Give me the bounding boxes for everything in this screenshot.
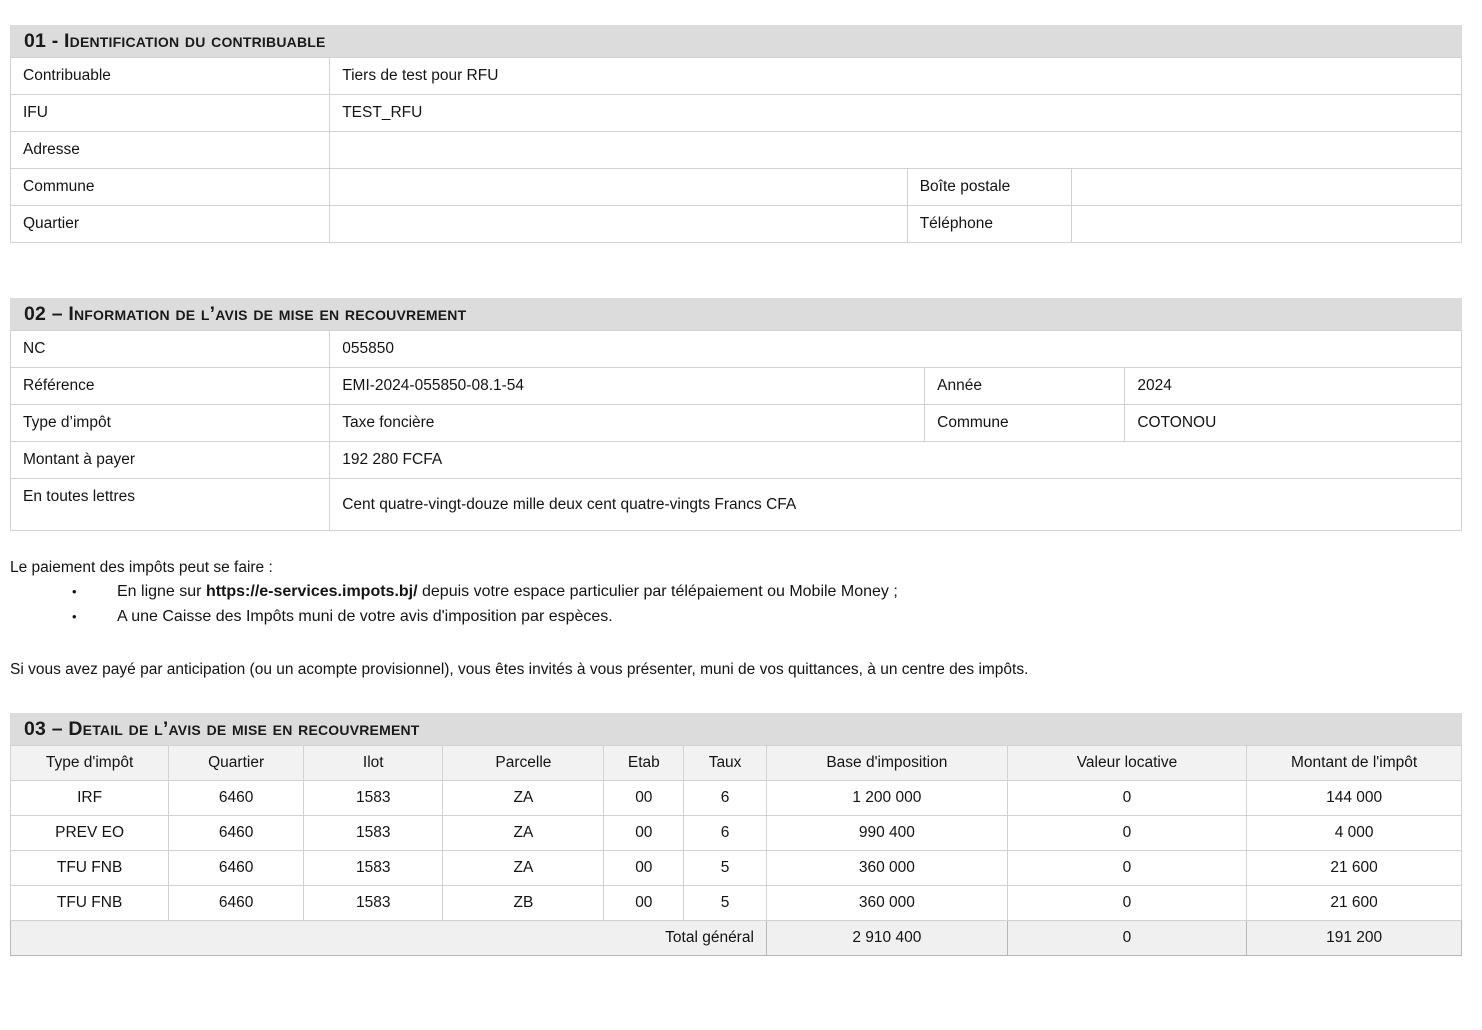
bullet1-pre: En ligne sur: [117, 583, 206, 600]
tax-detail-table: [10, 745, 1462, 956]
payment-bullet-cash: [10, 604, 1472, 629]
commune-value: [330, 169, 907, 206]
section2-header: 02 – Information de l’avis de mise en recouvrement: [10, 298, 1462, 330]
payment-bullet-cash-text: A une Caisse des Impôts muni de votre avis d'imposition par espèces.: [117, 608, 613, 625]
column-header-taux: Taux: [684, 746, 767, 781]
cell-etab: 00: [604, 816, 684, 851]
cell-quartier: 6460: [169, 816, 304, 851]
telephone-value: [1071, 206, 1461, 243]
cell-valeur-locative: 0: [1007, 886, 1246, 921]
cell-base: 360 000: [766, 886, 1007, 921]
cell-base: 1 200 000: [766, 781, 1007, 816]
type-impot-value: Taxe foncière: [330, 405, 925, 442]
column-header-parcelle: Parcelle: [443, 746, 604, 781]
contribuable-value: Tiers de test pour RFU: [330, 58, 1462, 95]
type-impot-label: Type d’impôt: [11, 405, 330, 442]
table-row-reference: [11, 368, 1462, 405]
cell-type: IRF: [11, 781, 169, 816]
table-row-ifu: [11, 95, 1462, 132]
column-header-ilot: Ilot: [304, 746, 443, 781]
commune-label: Commune: [11, 169, 330, 206]
cell-montant: 21 600: [1247, 886, 1462, 921]
payment-intro: Le paiement des impôts peut se faire :: [10, 559, 273, 576]
total-valeur-locative: 0: [1007, 921, 1246, 956]
ifu-label: IFU: [11, 95, 330, 132]
column-header-etab: Etab: [604, 746, 684, 781]
cell-montant: 144 000: [1247, 781, 1462, 816]
ifu-value: TEST_RFU: [330, 95, 1462, 132]
section3: [10, 713, 1472, 956]
cell-type: TFU FNB: [11, 886, 169, 921]
cell-ilot: 1583: [304, 781, 443, 816]
table-row-commune: [11, 169, 1462, 206]
table-row-contribuable: [11, 58, 1462, 95]
table-row-adresse: [11, 132, 1462, 169]
adresse-label: Adresse: [11, 132, 330, 169]
payment-bullet-online: [10, 579, 1472, 604]
quartier-value: [330, 206, 907, 243]
cell-taux: 5: [684, 886, 767, 921]
recovery-notice-info-table: [10, 330, 1462, 531]
annee-label: Année: [925, 368, 1125, 405]
cell-ilot: 1583: [304, 816, 443, 851]
montant-label: Montant à payer: [11, 442, 330, 479]
nc-label: NC: [11, 331, 330, 368]
advance-payment-notice: Si vous avez payé par anticipation (ou un acompte provisionnel), vous êtes invités à vous présenter, muni de vos quittances, à un centre des impôts.: [10, 661, 1029, 678]
cell-valeur-locative: 0: [1007, 816, 1246, 851]
cell-montant: 4 000: [1247, 816, 1462, 851]
cell-etab: 00: [604, 851, 684, 886]
quartier-label: Quartier: [11, 206, 330, 243]
commune2-label: Commune: [925, 405, 1125, 442]
cell-taux: 6: [684, 781, 767, 816]
cell-type: TFU FNB: [11, 851, 169, 886]
cell-ilot: 1583: [304, 886, 443, 921]
total-base: 2 910 400: [766, 921, 1007, 956]
total-montant: 191 200: [1247, 921, 1462, 956]
section2: [10, 298, 1472, 531]
cell-valeur-locative: 0: [1007, 851, 1246, 886]
e-services-url: https://e-services.impots.bj/: [205, 583, 418, 600]
cell-taux: 6: [684, 816, 767, 851]
montant-value: 192 280 FCFA: [330, 442, 1462, 479]
detail-header-row: [11, 746, 1462, 781]
cell-quartier: 6460: [169, 851, 304, 886]
column-header-montant-impot: Montant de l'impôt: [1247, 746, 1462, 781]
boite-postale-label: Boîte postale: [907, 169, 1071, 206]
en-toutes-lettres-value: Cent quatre-vingt-douze mille deux cent quatre-vingts Francs CFA: [330, 479, 1462, 531]
column-header-quartier: Quartier: [169, 746, 304, 781]
cell-taux: 5: [684, 851, 767, 886]
cell-base: 360 000: [766, 851, 1007, 886]
cell-base: 990 400: [766, 816, 1007, 851]
bullet1-post: depuis votre espace particulier par télépaiement ou Mobile Money ;: [417, 583, 898, 600]
annee-value: 2024: [1125, 368, 1462, 405]
taxpayer-identification-table: [10, 57, 1462, 243]
telephone-label: Téléphone: [907, 206, 1071, 243]
en-toutes-lettres-label: En toutes lettres: [11, 479, 330, 531]
commune2-value: COTONOU: [1125, 405, 1462, 442]
cell-ilot: 1583: [304, 851, 443, 886]
cell-parcelle: ZA: [443, 851, 604, 886]
table-row-type-impot: [11, 405, 1462, 442]
table-row-montant: [11, 442, 1462, 479]
cell-quartier: 6460: [169, 886, 304, 921]
bullet-icon: •: [72, 609, 77, 624]
column-header-type-impot: Type d'impôt: [11, 746, 169, 781]
payment-bullet-online-text: [117, 579, 898, 604]
bullet-icon: •: [72, 584, 77, 599]
cell-type: PREV EO: [11, 816, 169, 851]
detail-total-row: [11, 921, 1462, 956]
boite-postale-value: [1071, 169, 1461, 206]
table-row-en-toutes-lettres: [11, 479, 1462, 531]
reference-value: EMI-2024-055850-08.1-54: [330, 368, 925, 405]
table-row-quartier: [11, 206, 1462, 243]
cell-valeur-locative: 0: [1007, 781, 1246, 816]
section3-header: 03 – Detail de l’avis de mise en recouvrement: [10, 713, 1462, 745]
cell-montant: 21 600: [1247, 851, 1462, 886]
adresse-value: [330, 132, 1462, 169]
table-row-nc: [11, 331, 1462, 368]
cell-parcelle: ZA: [443, 781, 604, 816]
reference-label: Référence: [11, 368, 330, 405]
detail-row-irf: [11, 781, 1462, 816]
cell-parcelle: ZB: [443, 886, 604, 921]
detail-row-prev-eo: [11, 816, 1462, 851]
column-header-base: Base d'imposition: [766, 746, 1007, 781]
section1-header: 01 - Identification du contribuable: [10, 25, 1462, 57]
cell-etab: 00: [604, 781, 684, 816]
cell-quartier: 6460: [169, 781, 304, 816]
total-general-label: Total général: [11, 921, 767, 956]
cell-etab: 00: [604, 886, 684, 921]
detail-row-tfu-fnb-zb: [11, 886, 1462, 921]
detail-row-tfu-fnb-za: [11, 851, 1462, 886]
nc-value: 055850: [330, 331, 1462, 368]
cell-parcelle: ZA: [443, 816, 604, 851]
column-header-valeur-locative: Valeur locative: [1007, 746, 1246, 781]
contribuable-label: Contribuable: [11, 58, 330, 95]
